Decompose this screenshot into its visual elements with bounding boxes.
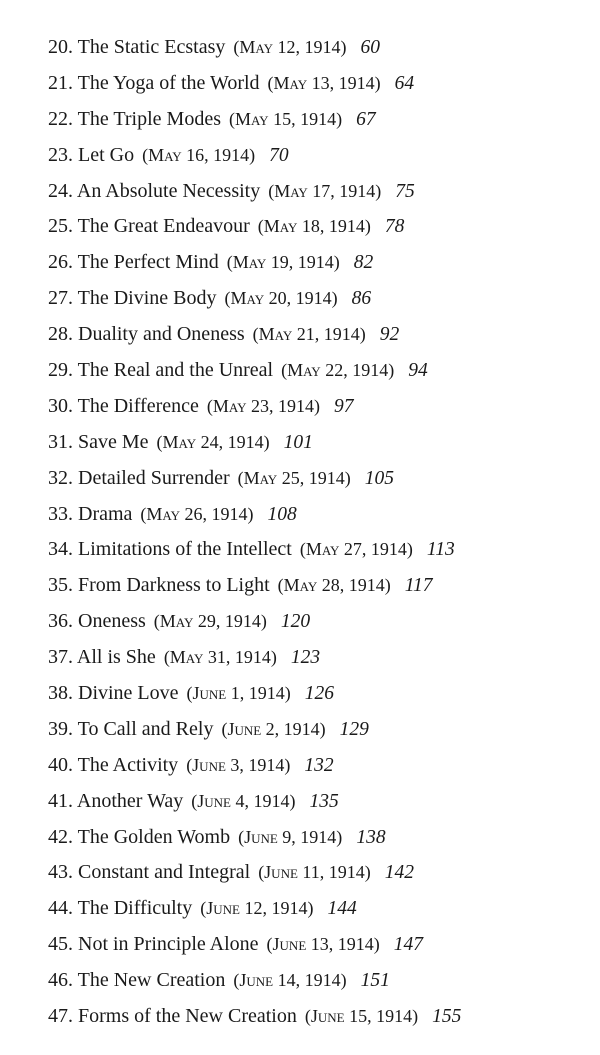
entry-number: 31. xyxy=(48,430,73,453)
toc-entry xyxy=(48,461,588,497)
entry-page: 142 xyxy=(384,862,414,884)
entry-date: (May 22, 1914) xyxy=(281,360,395,381)
entry-number: 32. xyxy=(48,466,73,489)
entry-page: 101 xyxy=(283,431,313,453)
entry-title: Detailed Surrender xyxy=(78,466,230,489)
entry-date: (June 12, 1914) xyxy=(200,898,314,919)
entry-date: (June 1, 1914) xyxy=(186,683,291,704)
entry-number: 39. xyxy=(48,717,73,740)
entry-number: 47. xyxy=(48,1005,73,1028)
entry-date: (June 4, 1914) xyxy=(191,790,296,811)
entry-date: (June 9, 1914) xyxy=(238,826,343,847)
toc-entry xyxy=(48,209,588,245)
entry-number: 26. xyxy=(48,251,73,274)
entry-number: 30. xyxy=(48,394,73,417)
entry-date: (May 19, 1914) xyxy=(226,252,340,273)
toc-entry xyxy=(48,748,588,784)
entry-date: (May 28, 1914) xyxy=(277,575,391,596)
entry-page: 135 xyxy=(309,790,339,812)
entry-page: 75 xyxy=(395,180,415,202)
entry-page: 70 xyxy=(269,144,289,166)
entry-title: Save Me xyxy=(78,430,149,453)
entry-date: (May 21, 1914) xyxy=(252,324,366,345)
toc-entry xyxy=(48,317,588,353)
toc-entry xyxy=(48,532,588,568)
table-of-contents xyxy=(48,30,588,1035)
entry-page: 105 xyxy=(364,467,394,489)
entry-page: 92 xyxy=(379,324,400,346)
entry-number: 28. xyxy=(48,323,73,346)
toc-entry xyxy=(48,855,588,891)
entry-page: 64 xyxy=(394,72,415,94)
entry-page: 82 xyxy=(353,252,374,274)
entry-title: Let Go xyxy=(78,143,135,166)
entry-title: The Static Ecstasy xyxy=(77,36,226,58)
toc-entry xyxy=(48,927,588,963)
entry-page: 108 xyxy=(267,503,297,525)
entry-date: (May 20, 1914) xyxy=(224,288,338,309)
entry-page: 138 xyxy=(356,826,386,848)
entry-number: 38. xyxy=(48,682,73,705)
toc-entry xyxy=(48,389,588,425)
entry-number: 24. xyxy=(48,179,73,202)
entry-number: 25. xyxy=(48,215,73,238)
entry-date: (May 12, 1914) xyxy=(233,37,347,57)
entry-page: 113 xyxy=(426,539,455,561)
entry-date: (June 14, 1914) xyxy=(233,970,347,991)
entry-number: 21. xyxy=(48,71,73,94)
entry-date: (May 13, 1914) xyxy=(267,72,381,93)
entry-title: An Absolute Necessity xyxy=(76,179,261,202)
toc-entry xyxy=(48,102,588,138)
entry-number: 35. xyxy=(48,574,73,597)
entry-title: To Call and Rely xyxy=(77,717,214,740)
toc-entry xyxy=(48,66,588,102)
entry-title: Oneness xyxy=(78,610,146,633)
entry-page: 132 xyxy=(304,754,334,776)
entry-page: 129 xyxy=(339,718,369,740)
entry-number: 20. xyxy=(48,36,73,58)
entry-title: Forms of the New Creation xyxy=(78,1005,297,1028)
entry-title: The Divine Body xyxy=(77,287,217,310)
entry-page: 94 xyxy=(408,360,428,382)
entry-number: 44. xyxy=(48,897,73,920)
entry-title: Constant and Integral xyxy=(78,861,251,884)
entry-number: 37. xyxy=(48,646,73,669)
entry-date: (May 23, 1914) xyxy=(206,395,320,416)
entry-date: (June 2, 1914) xyxy=(221,718,326,739)
entry-page: 151 xyxy=(360,970,390,992)
entry-number: 41. xyxy=(48,789,73,812)
entry-date: (May 15, 1914) xyxy=(228,108,343,129)
toc-entry xyxy=(48,604,588,640)
entry-number: 27. xyxy=(48,287,73,310)
entry-title: The Yoga of the World xyxy=(77,71,260,94)
entry-date: (May 17, 1914) xyxy=(268,180,382,201)
entry-number: 29. xyxy=(48,359,73,382)
entry-page: 67 xyxy=(356,108,376,130)
toc-entry xyxy=(48,676,588,712)
entry-title: Limitations of the Intellect xyxy=(78,538,292,561)
toc-entry xyxy=(48,174,588,210)
entry-page: 97 xyxy=(333,395,354,417)
entry-date: (May 16, 1914) xyxy=(142,144,256,165)
entry-number: 43. xyxy=(48,861,73,884)
entry-page: 78 xyxy=(384,216,405,238)
toc-entry xyxy=(48,425,588,461)
entry-title: The Activity xyxy=(77,753,179,776)
entry-date: (May 18, 1914) xyxy=(257,216,371,237)
entry-title: The Real and the Unreal xyxy=(77,359,274,382)
toc-entry xyxy=(48,353,588,389)
entry-page: 123 xyxy=(290,647,321,669)
entry-page: 155 xyxy=(432,1006,462,1028)
entry-title: Not in Principle Alone xyxy=(78,933,259,956)
entry-title: Divine Love xyxy=(78,682,179,705)
entry-title: The Triple Modes xyxy=(77,107,221,130)
entry-date: (June 3, 1914) xyxy=(186,754,291,775)
entry-date: (May 24, 1914) xyxy=(156,431,270,452)
entry-number: 42. xyxy=(48,825,73,848)
entry-title: The New Creation xyxy=(77,969,226,992)
entry-title: The Difficulty xyxy=(77,897,193,920)
toc-entry xyxy=(48,712,588,748)
entry-number: 46. xyxy=(48,969,73,992)
entry-number: 22. xyxy=(48,107,73,130)
entry-title: Duality and Oneness xyxy=(78,323,245,346)
toc-entry xyxy=(48,568,588,604)
toc-entry xyxy=(48,640,588,676)
entry-date: (June 15, 1914) xyxy=(304,1006,419,1027)
entry-page: 60 xyxy=(360,37,380,58)
toc-entry xyxy=(48,963,588,999)
toc-entry xyxy=(48,999,588,1035)
entry-title: The Golden Womb xyxy=(77,825,231,848)
entry-title: The Perfect Mind xyxy=(77,251,219,274)
entry-number: 45. xyxy=(48,933,73,956)
entry-page: 126 xyxy=(304,683,334,705)
entry-title: From Darkness to Light xyxy=(78,574,270,597)
toc-entry xyxy=(48,784,588,820)
entry-title: All is She xyxy=(76,646,156,669)
entry-date: (May 26, 1914) xyxy=(140,503,254,524)
entry-title: The Great Endeavour xyxy=(77,215,250,238)
entry-date: (June 11, 1914) xyxy=(258,862,371,883)
entry-date: (May 27, 1914) xyxy=(299,539,413,560)
entry-title: Drama xyxy=(78,502,133,525)
entry-number: 34. xyxy=(48,538,73,561)
toc-entry xyxy=(48,30,588,66)
entry-date: (May 29, 1914) xyxy=(153,611,267,632)
entry-page: 86 xyxy=(351,288,372,310)
entry-title: The Difference xyxy=(77,394,199,417)
entry-date: (May 25, 1914) xyxy=(237,467,351,488)
toc-entry xyxy=(48,891,588,927)
entry-title: Another Way xyxy=(76,789,184,812)
entry-date: (June 13, 1914) xyxy=(266,934,380,955)
entry-page: 117 xyxy=(404,575,433,597)
entry-page: 147 xyxy=(393,934,424,956)
entry-number: 36. xyxy=(48,610,73,633)
entry-number: 23. xyxy=(48,143,73,166)
toc-entry xyxy=(48,820,588,856)
toc-entry xyxy=(48,245,588,281)
entry-date: (May 31, 1914) xyxy=(163,647,277,668)
entry-page: 120 xyxy=(280,611,311,633)
toc-entry xyxy=(48,281,588,317)
entry-page: 144 xyxy=(327,898,357,920)
entry-number: 40. xyxy=(48,753,73,776)
toc-entry xyxy=(48,138,588,174)
toc-entry xyxy=(48,497,588,533)
entry-number: 33. xyxy=(48,502,73,525)
